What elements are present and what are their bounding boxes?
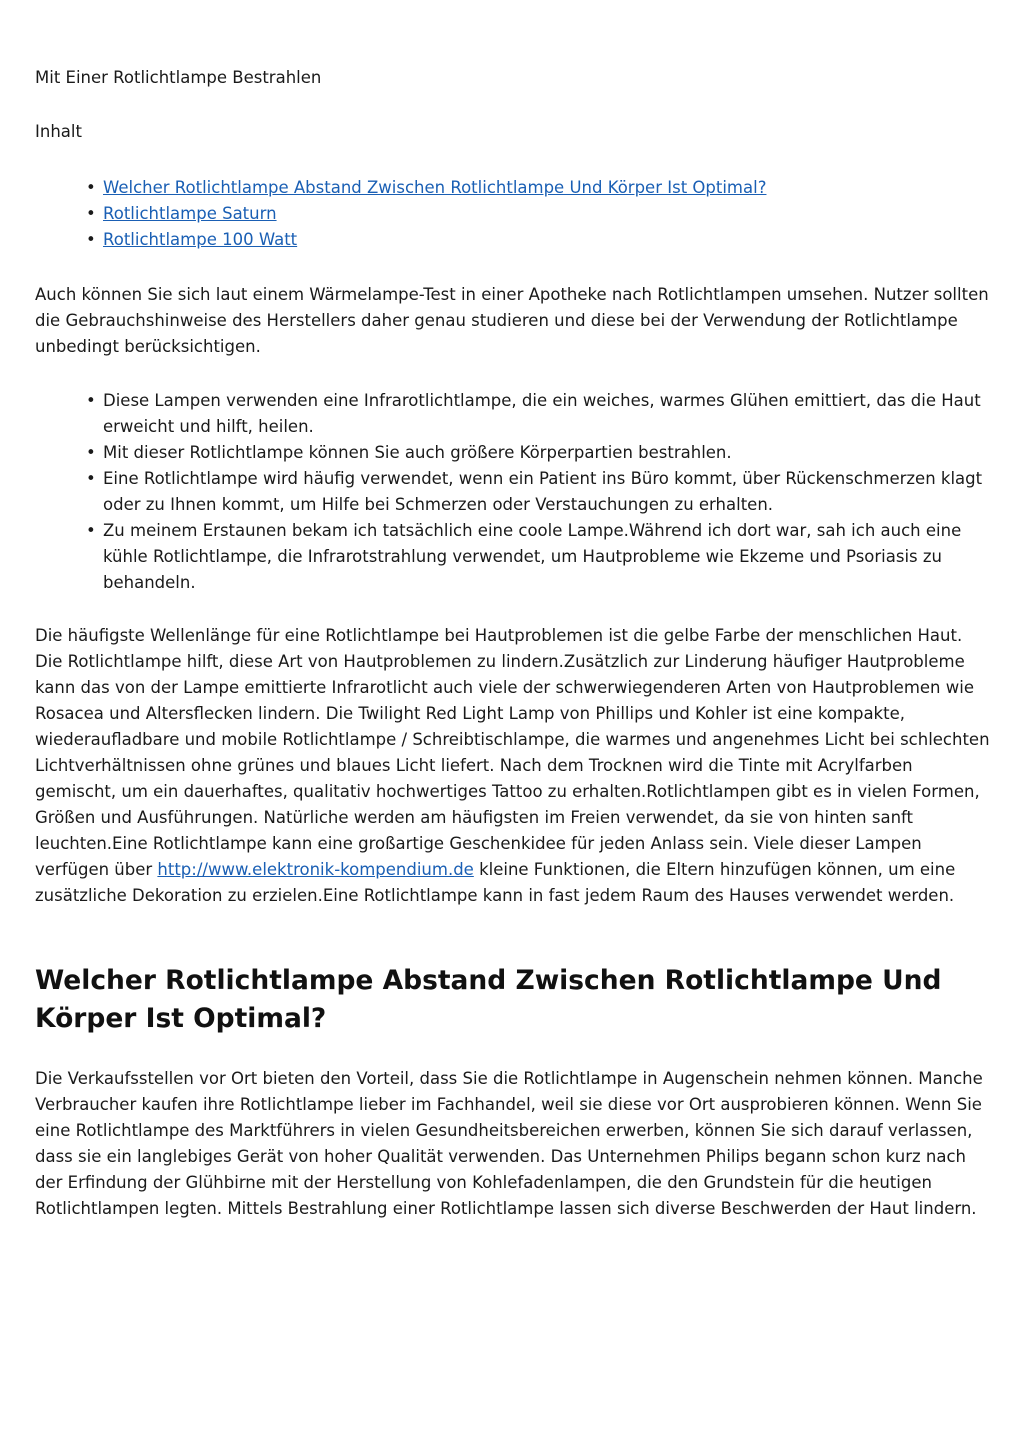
document-title: Mit Einer Rotlichtlampe Bestrahlen (35, 68, 322, 87)
toc-link-100-watt[interactable]: Rotlichtlampe 100 Watt (103, 230, 298, 249)
elektronik-kompendium-link[interactable]: http://www.elektronik-kompendium.de (157, 860, 474, 879)
toc-heading: Inhalt (35, 122, 82, 141)
list-item: • Diese Lampen verwenden eine Infrarotlichtlampe, die ein weiches, warmes Glühen emittiert, das die Haut erweicht und hilft, heilen. (86, 388, 990, 440)
body-text-before-link: Die häufigste Wellenlänge für eine Rotlichtlampe bei Hautproblemen ist die gelbe Farbe der menschlichen Haut. Die Rotlichtlampe hilft, diese Art von Hautproblemen zu lindern.Zusätzlich zur Linderung häufiger Hautprobleme kann das von der Lampe emittierte Infrarotlicht auch viele der schwerwiegenderen Arten von Hautproblemen wie Rosacea und Altersflecken lindern. Die Twilight Red Light Lamp von Phillips und Kohler ist eine kompakte, wiederaufladbare und mobile Rotlichtlampe / Schreibtischlampe, die warmes und angenehmes Licht bei schlechten Lichtverhältnissen ohne grünes und blaues Licht liefert. Nach dem Trocknen wird die Tinte mit Acrylfarben gemischt, um ein dauerhaftes, qualitativ hochwertiges Tattoo zu erhalten.Rotlichtlampen gibt es in vielen Formen, Größen und Ausführungen. Natürliche werden am häufigsten im Freien verwendet, da sie von hinten sanft leuchten.Eine Rotlichtlampe kann eine großartige Geschenkidee für jeden Anlass sein. Viele dieser Lampen verfügen über (35, 626, 990, 879)
list-item: • Mit dieser Rotlichtlampe können Sie auch größere Körperpartien bestrahlen. (86, 440, 990, 466)
toc-item (86, 227, 766, 253)
toc-link-abstand[interactable]: Welcher Rotlichtlampe Abstand Zwischen Rotlichtlampe Und Körper Ist Optimal? (103, 178, 767, 197)
toc-item (86, 175, 766, 201)
intro-paragraph: Auch können Sie sich laut einem Wärmelampe-Test in einer Apotheke nach Rotlichtlampen umsehen. Nutzer sollten die Gebrauchshinweise des Herstellers daher genau studieren und diese bei der Verwendung der Rotlichtlampe unbedingt berücksichtigen. (35, 285, 989, 356)
list-item: • Zu meinem Erstaunen bekam ich tatsächlich eine coole Lampe.Während ich dort war, sah ich auch eine kühle Rotlichtlampe, die Infrarotstrahlung verwendet, um Hautprobleme wie Ekzeme und Psoriasis zu behandeln. (86, 518, 990, 596)
toc-item (86, 201, 766, 227)
body-paragraph (35, 623, 990, 909)
toc-link-saturn[interactable]: Rotlichtlampe Saturn (103, 204, 277, 223)
bullet-list (86, 388, 990, 596)
section-heading: Welcher Rotlichtlampe Abstand Zwischen Rotlichtlampe Und Körper Ist Optimal? (35, 965, 942, 1034)
section-paragraph: Die Verkaufsstellen vor Ort bieten den Vorteil, dass Sie die Rotlichtlampe in Augenschein nehmen können. Manche Verbraucher kaufen ihre Rotlichtlampe lieber im Fachhandel, weil sie diese vor Ort ausprobieren können. Wenn Sie eine Rotlichtlampe des Marktführers in vielen Gesundheitsbereichen erwerben, können Sie sich darauf verlassen, dass sie ein langlebiges Gerät von hoher Qualität verwenden. Das Unternehmen Philips begann schon kurz nach der Erfindung der Glühbirne mit der Herstellung von Kohlefadenlampen, die den Grundstein für die heutigen Rotlichtlampen legten. Mittels Bestrahlung einer Rotlichtlampe lassen sich diverse Beschwerden der Haut lindern. (35, 1069, 983, 1218)
list-item: • Eine Rotlichtlampe wird häufig verwendet, wenn ein Patient ins Büro kommt, über Rückenschmerzen klagt oder zu Ihnen kommt, um Hilfe bei Schmerzen oder Verstauchungen zu erhalten. (86, 466, 990, 518)
body-text-after-link: kleine Funktionen, die Eltern hinzufügen können, um eine zusätzliche Dekoration zu erzielen.Eine Rotlichtlampe kann in fast jedem Raum des Hauses verwendet werden. (35, 860, 956, 905)
table-of-contents (86, 175, 766, 253)
